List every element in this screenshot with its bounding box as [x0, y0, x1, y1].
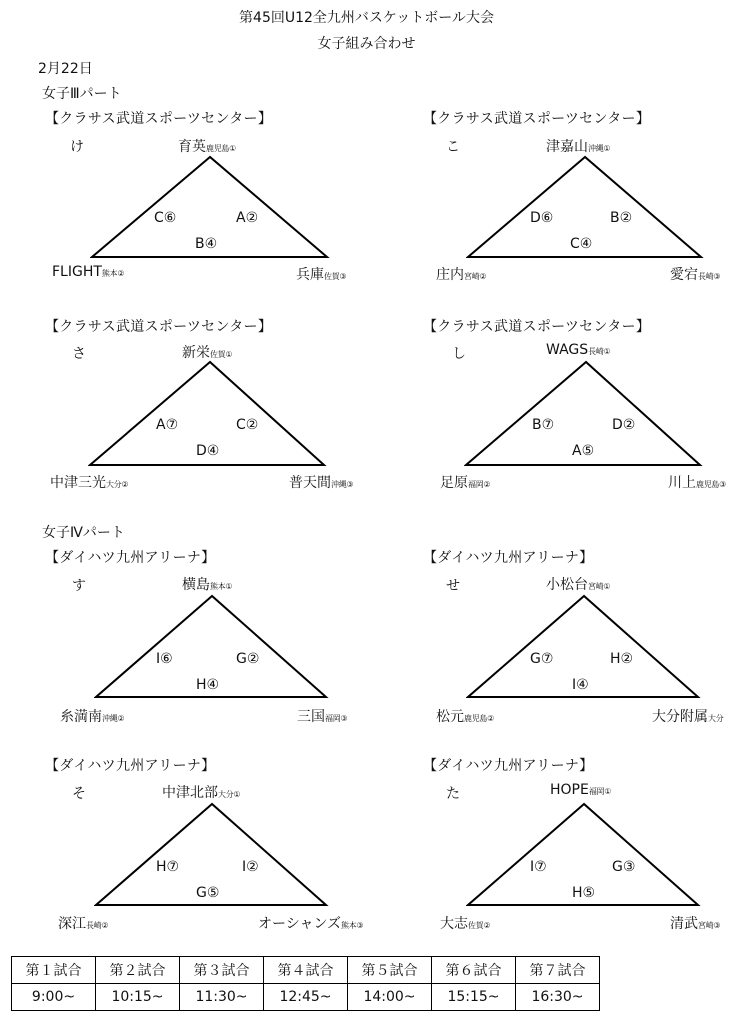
game-left: G⑦: [530, 651, 554, 667]
venue-label: 【ダイハツ九州アリーナ】: [423, 550, 594, 566]
game-bottom: H④: [196, 677, 220, 693]
schedule-time: 16:30~: [516, 984, 600, 1011]
game-bottom: B④: [195, 236, 218, 252]
group-letter: そ: [72, 786, 86, 802]
team-top: 横島熊本①: [182, 577, 233, 593]
game-left: H⑦: [156, 859, 180, 875]
page-subtitle: 女子組み合わせ: [317, 36, 416, 52]
game-left: C⑥: [154, 210, 177, 226]
game-left: B⑦: [532, 417, 555, 433]
venue-label: 【クラサス武道スポーツセンター】: [45, 111, 273, 127]
game-right: I②: [242, 859, 259, 875]
team-top: HOPE福岡①: [550, 782, 612, 798]
schedule-time: 12:45~: [264, 984, 348, 1011]
schedule-game-label: 第１試合: [12, 957, 96, 984]
team-left: FLIGHT熊本②: [52, 264, 125, 280]
schedule-time: 15:15~: [432, 984, 516, 1011]
team-right: 三国福岡③: [297, 709, 348, 725]
venue-label: 【クラサス武道スポーツセンター】: [423, 319, 651, 335]
team-top: 中津北部大分①: [162, 785, 241, 801]
team-right: 清武宮崎③: [670, 916, 721, 932]
game-bottom: D④: [196, 443, 220, 459]
team-left: 庄内宮崎②: [436, 267, 487, 283]
part-label-3: 女子Ⅲパート: [42, 86, 122, 102]
team-right: 兵庫佐賀③: [296, 267, 347, 283]
team-right: オーシャンズ熊本③: [258, 916, 364, 932]
date-label: 2月22日: [38, 61, 93, 77]
group-letter: た: [446, 786, 460, 802]
venue-label: 【ダイハツ九州アリーナ】: [45, 550, 216, 566]
team-right: 大分附属大分: [652, 709, 724, 725]
schedule-game-label: 第２試合: [96, 957, 180, 984]
page-title: 第45回U12全九州バスケットボール大会: [239, 10, 494, 26]
team-top: 小松台宮崎①: [546, 577, 611, 593]
team-top: 育英鹿児島①: [178, 139, 236, 155]
group-letter: こ: [446, 139, 460, 155]
game-right: G②: [236, 651, 260, 667]
team-right: 川上鹿児島③: [668, 475, 726, 491]
game-right: B②: [610, 210, 633, 226]
schedule-time: 11:30~: [180, 984, 264, 1011]
schedule-time: 9:00~: [12, 984, 96, 1011]
venue-label: 【クラサス武道スポーツセンター】: [423, 111, 651, 127]
team-left: 足原福岡②: [440, 475, 491, 491]
schedule-game-label: 第５試合: [348, 957, 432, 984]
game-right: D②: [612, 417, 636, 433]
schedule-time: 14:00~: [348, 984, 432, 1011]
game-left: I⑥: [156, 651, 173, 667]
team-left: 大志佐賀②: [440, 916, 491, 932]
team-top: WAGS長崎①: [546, 342, 611, 358]
schedule-time: 10:15~: [96, 984, 180, 1011]
team-right: 愛宕長崎③: [670, 267, 721, 283]
game-bottom: H⑤: [572, 885, 596, 901]
venue-label: 【クラサス武道スポーツセンター】: [45, 319, 273, 335]
venue-label: 【ダイハツ九州アリーナ】: [45, 758, 216, 774]
group-letter: す: [72, 578, 86, 594]
schedule-header-row: [12, 957, 600, 984]
schedule-time-row: [12, 984, 600, 1011]
game-left: I⑦: [530, 859, 547, 875]
team-left: 深江長崎②: [58, 916, 109, 932]
team-top: 新栄佐賀①: [182, 345, 233, 361]
schedule-table: [11, 956, 600, 1011]
game-bottom: G⑤: [196, 885, 220, 901]
game-bottom: A⑤: [572, 443, 595, 459]
team-right: 普天間沖縄③: [289, 475, 354, 491]
game-left: D⑥: [530, 210, 554, 226]
schedule-game-label: 第６試合: [432, 957, 516, 984]
group-letter: し: [452, 346, 466, 362]
group-letter: け: [70, 139, 84, 155]
part-label-4: 女子Ⅳパート: [42, 525, 125, 541]
game-bottom: C④: [570, 236, 593, 252]
schedule-game-label: 第４試合: [264, 957, 348, 984]
team-top: 津嘉山沖縄①: [546, 139, 611, 155]
game-right: H②: [610, 651, 634, 667]
game-left: A⑦: [156, 417, 179, 433]
schedule-game-label: 第３試合: [180, 957, 264, 984]
group-letter: せ: [446, 578, 460, 594]
game-right: G③: [612, 859, 636, 875]
game-right: C②: [236, 417, 259, 433]
group-letter: さ: [72, 346, 86, 362]
game-right: A②: [236, 210, 259, 226]
schedule-game-label: 第７試合: [516, 957, 600, 984]
team-left: 糸満南沖縄②: [60, 709, 125, 725]
team-left: 中津三光大分②: [50, 475, 129, 491]
venue-label: 【ダイハツ九州アリーナ】: [423, 758, 594, 774]
game-bottom: I④: [572, 677, 589, 693]
team-left: 松元鹿児島②: [436, 709, 494, 725]
